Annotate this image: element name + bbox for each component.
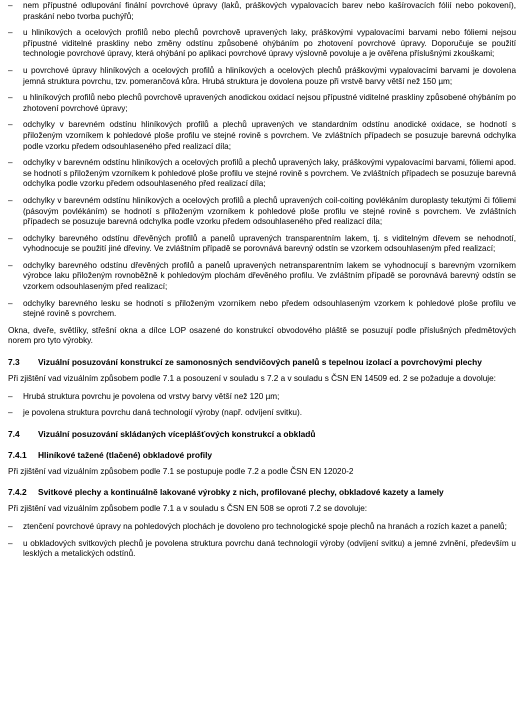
list-item: – odchylky barevného odstínu dřevěných profilů a panelů upravených netransparentním lakem se vyhodnocují s barevným vzorníkem výrobce laku přiloženým rovnoběžně k pohledovým plochám dřevěného profilu. Ve zvláštním případě se porovnává barevný odstín se vzorkem odsouhlaseným před realizací;	[8, 260, 516, 292]
dash-icon: –	[8, 408, 13, 418]
list-item: – u hliníkových profilů nebo plechů povrchově upravených anodickou oxidací nejsou přípustné viditelné praskliny způsobené ohýbáním po zhotovení povrchové úpravy;	[8, 93, 516, 113]
paragraph-7-4-1: Při zjištění vad vizuálním způsobem podle 7.1 se postupuje podle 7.2 a podle ČSN EN 12020-2	[8, 466, 354, 476]
dash-icon: –	[8, 391, 13, 401]
list-item: – u obkladových svitkových plechů je povolena struktura povrchu daná technologií výroby (odvíjení svitku) a jemné zvlnění, především u lesklých a metalických odstínů.	[8, 538, 516, 559]
section-number: 7.4.1	[8, 449, 27, 460]
paragraph-windows: Okna, dveře, světlíky, střešní okna a dílce LOP osazené do konstrukcí obvodového pláště se posuzují podle příslušných předmětových norem pro tyto výrobky.	[8, 325, 516, 346]
section-title: Vizuální posuzování skládaných víceplášťových konstrukcí a obkladů	[38, 428, 316, 439]
dash-icon: –	[8, 1, 13, 10]
list-item: – Hrubá struktura povrchu je povolena od vrstvy barvy větší než 120 µm;	[8, 391, 280, 401]
dash-icon: –	[8, 65, 13, 75]
list-item: – u povrchové úpravy hliníkových a ocelových profilů a hliníkových a ocelových plechů práškovými vypalovacími barvami je dovolena jemná struktura povrchu, tzv. pomerančová kůra. Hrubá struktura je dovolena pouze při vrstvě barvy větší než 150 µm;	[8, 65, 516, 86]
list-item: – odchylky v barevném odstínu hliníkových profilů a plechů upravených ve standardním odstínu anodické oxidace, se hodnotí s přiloženým vzorníkem k pohledové ploše profilu ve stejné rovině s povrchem. Ve zvláštních případech se posuzuje barevná odchylka podle vzorku předem odsouhlaseného před realizací díla;	[8, 120, 516, 151]
section-heading-7-4	[8, 429, 516, 440]
paragraph-7-3: Při zjištění vad vizuálním způsobem podle 7.1 a posouzení v souladu s 7.2 a v souladu s ČSN EN 14509 ed. 2 se požaduje a dovoluje:	[8, 374, 496, 384]
dash-icon: –	[8, 260, 13, 270]
dash-icon: –	[8, 298, 13, 308]
section-number: 7.4.2	[8, 487, 27, 498]
dash-icon: –	[8, 158, 13, 168]
list-item: – ztenčení povrchové úpravy na pohledových plochách je dovoleno pro technologické spoje plechů na hranách a rozích kazet a panelů;	[8, 522, 507, 531]
section-heading-7-4-1	[8, 450, 516, 461]
bullet-list-top	[8, 1, 516, 320]
paragraph-7-4-2: Při zjištění vad vizuálním způsobem podle 7.1 a v souladu s ČSN EN 508 se oproti 7.2 se dovoluje:	[8, 504, 368, 514]
section-title: Svitkové plechy a kontinuálně lakované výrobky z nich, profilované plechy, obkladové kazety a lamely	[38, 487, 444, 498]
section-heading-7-4-2	[8, 487, 516, 498]
dash-icon: –	[8, 120, 13, 130]
dash-icon: –	[8, 28, 13, 38]
dash-icon: –	[8, 538, 13, 548]
dash-icon: –	[8, 195, 13, 205]
dash-icon: –	[8, 522, 13, 531]
list-item: – odchylky v barevném odstínu hliníkových a ocelových profilů a plechů upravených coil-coiting povlékáním duroplasty tekutými či fóliemi (pásovým povlékáním) se hodnotí s přiloženým vzorníkem k pohledové ploše profilu ve stejné rovině s povrchem. Ve zvláštních případech se posuzuje barevná odchylka podle vzorku předem odsouhlaseného před realizací díla;	[8, 195, 516, 227]
list-item: – u hliníkových a ocelových profilů nebo plechů povrchově upravených laky, práškovými vypalovacími barvami nebo fóliemi nejsou přípustné viditelné praskliny nebo změny odstínu způsobené ohýbáním po zhotovení povrchové úpravy. Doporučuje se použití technologie povrchové úpravy, která ohýbání po aplikaci povrchové úpravy výslovně povoluje a je ověřena příslušnými zkouškami;	[8, 28, 516, 59]
list-item: – odchylky barevného lesku se hodnotí s přiloženým vzorníkem nebo předem odsouhlaseným vzorkem k pohledové ploše profilu ve stejné rovině s povrchem.	[8, 298, 516, 319]
section-heading-7-3	[8, 357, 516, 368]
dash-icon: –	[8, 233, 13, 243]
list-item: – odchylky v barevném odstínu hliníkových a ocelových profilů a plechů upravených laky, práškovými vypalovacími barvami, fóliemi apod. se hodnotí s přiloženým vzorníkem k pohledové ploše profilu ve stejné rovině s povrchem. Ve zvláštních případech se posuzuje barevná odchylka podle vzorku předem odsouhlaseného před realizací díla;	[8, 158, 516, 189]
bullet-list-7-4-2	[8, 522, 516, 560]
list-item: – nem přípustné odlupování finální povrchové úpravy (laků, práškových vypalovacích barev nebo kašírovacích fólií nebo pokovení), praskání nebo tvorba puchýřů;	[8, 1, 516, 21]
list-item: – odchylky barevného odstínu dřevěných profilů a panelů upravených transparentním lakem, tj. s viditelným dřevem se nehodnotí, vyhodnocuje se použití jiné dřeviny. Ve zvláštním případě se porovnává barevný odstín se vzorkem odsouhlaseným před realizací;	[8, 233, 516, 254]
section-title: Vizuální posuzování konstrukcí ze samonosných sendvičových panelů s tepelnou izolací a povrchovými plechy	[38, 357, 482, 368]
section-number: 7.4	[8, 428, 20, 439]
dash-icon: –	[8, 93, 13, 103]
section-number: 7.3	[8, 357, 20, 368]
list-item: – je povolena struktura povrchu daná technologií výroby (např. odvíjení svitku).	[8, 408, 302, 418]
bullet-list-7-3	[8, 392, 516, 419]
section-title: Hliníkové tažené (tlačené) obkladové profily	[38, 449, 213, 460]
